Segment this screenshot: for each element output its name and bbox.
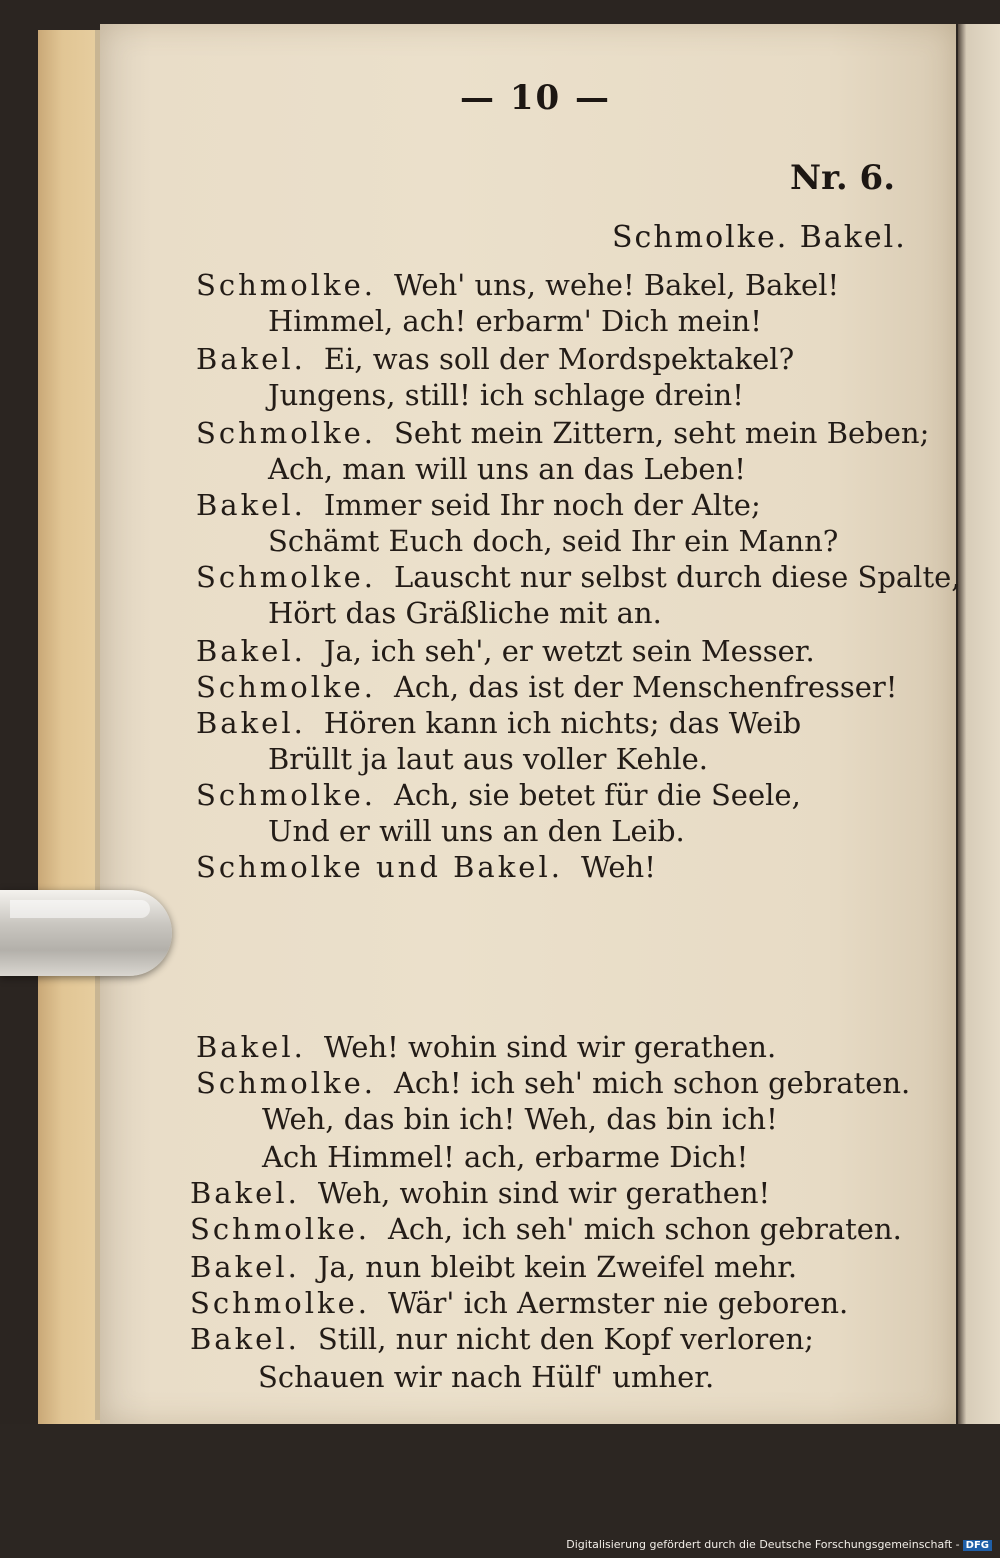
verse-line (196, 706, 801, 740)
speaker-label: Bakel. (196, 706, 306, 740)
verse-line (190, 1322, 814, 1356)
verse-line (196, 778, 801, 812)
verse-text: Lauscht nur selbst durch diese Spalte, (393, 560, 961, 594)
verse-line (196, 1030, 776, 1064)
verse-line (196, 670, 897, 704)
verse-line (268, 596, 662, 630)
verse-text: Ja, nun bleibt kein Zweifel mehr. (317, 1250, 798, 1284)
verse-text: Schauen wir nach Hülf' umher. (258, 1360, 715, 1394)
verse-line (190, 1212, 902, 1246)
digitization-credit (566, 1538, 992, 1551)
verse-text: Weh! (580, 850, 656, 884)
bookmark-clip (0, 890, 172, 976)
verse-line (196, 634, 815, 668)
verse-line (196, 416, 929, 450)
speaker-label: Schmolke. (196, 268, 376, 302)
verse-text: Weh, wohin sind wir gerathen! (317, 1176, 771, 1210)
speaker-label: Bakel. (196, 1030, 306, 1064)
verse-text: Still, nur nicht den Kopf verloren; (317, 1322, 814, 1356)
verse-line (268, 814, 685, 848)
verse-text: Und er will uns an den Leib. (268, 814, 685, 848)
verse-text: Brüllt ja laut aus voller Kehle. (268, 742, 708, 776)
section-number: Nr. 6. (790, 158, 896, 198)
verse-line (268, 742, 708, 776)
verse-text: Ach, sie betet für die Seele, (393, 778, 801, 812)
speaker-label: Schmolke. (190, 1286, 370, 1320)
page-number: — 10 — (460, 78, 611, 118)
verse-text: Immer seid Ihr noch der Alte; (323, 488, 761, 522)
verse-text: Jungens, still! ich schlage drein! (268, 378, 744, 412)
verse-text: Ach, man will uns an das Leben! (268, 452, 746, 486)
verse-text: Hören kann ich nichts; das Weib (323, 706, 802, 740)
verse-text: Ei, was soll der Mordspektakel? (323, 342, 795, 376)
verse-line (258, 1360, 714, 1394)
verse-line (196, 488, 761, 522)
verse-line (196, 1066, 910, 1100)
verse-text: Ach! ich seh' mich schon gebraten. (393, 1066, 911, 1100)
speaker-label: Schmolke. (190, 1212, 370, 1246)
verse-line (196, 268, 839, 302)
credit-text: Digitalisierung gefördert durch die Deutsche Forschungsgemeinschaft - (566, 1538, 960, 1551)
verse-line (262, 1140, 748, 1174)
verse-line (268, 452, 746, 486)
verse-line (262, 1102, 778, 1136)
speaker-label: Bakel. (196, 634, 306, 668)
speaker-label: Schmolke. (196, 778, 376, 812)
speaker-label: Schmolke. (196, 670, 376, 704)
verse-text: Hört das Gräßliche mit an. (268, 596, 662, 630)
verse-text: Weh, das bin ich! Weh, das bin ich! (262, 1102, 778, 1136)
verse-line (190, 1286, 848, 1320)
verse-line (196, 560, 961, 594)
verse-line (268, 304, 762, 338)
verse-text: Ach Himmel! ach, erbarme Dich! (262, 1140, 749, 1174)
speaker-label: Bakel. (196, 342, 306, 376)
speaker-label: Schmolke. (196, 560, 376, 594)
speaker-label: Schmolke. (196, 1066, 376, 1100)
verse-text: Seht mein Zittern, seht mein Beben; (393, 416, 930, 450)
verse-text: Weh! wohin sind wir gerathen. (323, 1030, 777, 1064)
next-page-strip (958, 24, 1000, 1424)
verse-text: Weh' uns, wehe! Bakel, Bakel! (393, 268, 840, 302)
verse-text: Ja, ich seh', er wetzt sein Messer. (323, 634, 815, 668)
verse-text: Himmel, ach! erbarm' Dich mein! (268, 304, 762, 338)
verse-line (190, 1176, 770, 1210)
speaker-label: Bakel. (196, 488, 306, 522)
speaker-label: Bakel. (190, 1250, 300, 1284)
verse-line (268, 524, 838, 558)
verse-line (268, 378, 744, 412)
verse-text: Ach, ich seh' mich schon gebraten. (387, 1212, 902, 1246)
speaker-label: Bakel. (190, 1322, 300, 1356)
verse-text: Wär' ich Aermster nie geboren. (387, 1286, 849, 1320)
speaker-label: Bakel. (190, 1176, 300, 1210)
dfg-logo: DFG (963, 1540, 992, 1551)
verse-line (196, 342, 794, 376)
characters-heading: Schmolke. Bakel. (612, 220, 907, 255)
verse-line (190, 1250, 797, 1284)
verse-text: Schämt Euch doch, seid Ihr ein Mann? (268, 524, 839, 558)
speaker-label: Schmolke und Bakel. (196, 850, 563, 884)
speaker-label: Schmolke. (196, 416, 376, 450)
verse-text: Ach, das ist der Menschenfresser! (393, 670, 898, 704)
verse-line (196, 850, 656, 884)
